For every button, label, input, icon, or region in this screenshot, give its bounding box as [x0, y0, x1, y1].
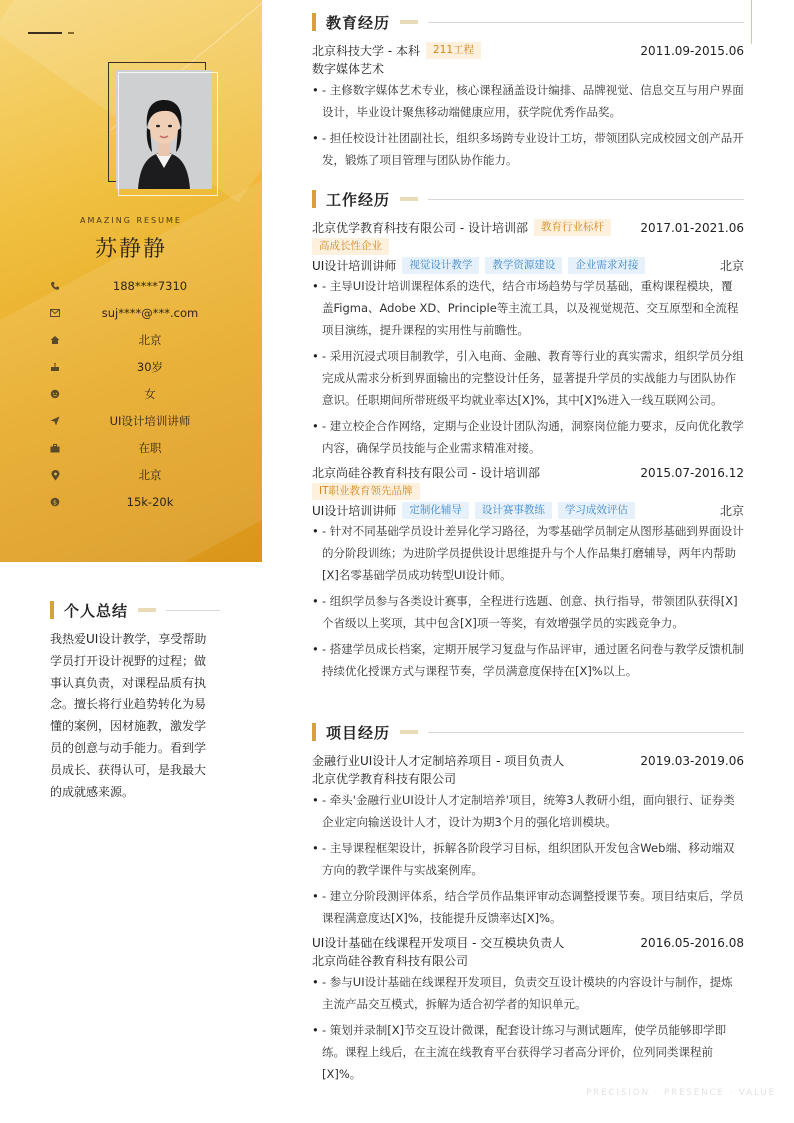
- decor-dash: [68, 32, 74, 34]
- company-tags: [312, 482, 744, 501]
- skill-tag: 企业需求对接: [568, 257, 645, 274]
- project-org: 北京尚硅谷教育科技有限公司: [312, 954, 469, 968]
- section-mini-bar: [400, 20, 418, 24]
- job-title-value: UI设计培训讲师: [109, 414, 191, 428]
- job-row: [312, 218, 744, 237]
- job-date: 2017.01-2021.06: [640, 220, 744, 235]
- education-section: [312, 12, 744, 175]
- education-row: [312, 41, 744, 60]
- section-accent-bar: [312, 13, 316, 31]
- gender-value: 女: [144, 387, 156, 401]
- education-header: [312, 12, 744, 32]
- section-rule: [428, 199, 744, 200]
- job-bullets: [312, 520, 744, 682]
- list-item: • - 担任校设计社团副社长，组织多场跨专业设计工坊，带领团队完成校园文创产品开发，锻炼了项目管理与团队协作能力。: [312, 127, 744, 171]
- list-item: • - 针对不同基础学员设计差异化学习路径，为零基础学员制定从图形基础到界面设计的分阶段训练；为进阶学员提供设计思维提升与个人作品集打磨辅导，两年内帮助[X]名零基础学员成功转型UI设计师。: [312, 520, 744, 586]
- resume-label: AMAZING RESUME: [80, 216, 182, 225]
- school-name: 北京科技大学 - 本科: [312, 44, 420, 58]
- company-tag: 教育行业标杆: [534, 219, 611, 236]
- section-rule: [428, 22, 744, 23]
- company-tag: 高成长性企业: [312, 238, 389, 255]
- section-mini-bar: [400, 197, 418, 201]
- list-item: • - 采用沉浸式项目制教学，引入电商、金融、教育等行业的真实需求，组织学员分组完成从需求分析到界面输出的完整设计任务，显著提升学员的实战能力与团队协作意识。任职期间所带班级平均就业率达[X]%，其中[X]%进入一线互联网公司。: [312, 345, 744, 411]
- phone-value: 188****7310: [112, 279, 188, 293]
- project-date: 2016.05-2016.08: [640, 935, 744, 950]
- section-accent-bar: [312, 723, 316, 741]
- candidate-name: 苏静静: [94, 237, 167, 262]
- summary-title: 个人总结: [64, 601, 129, 620]
- footer-tagline: PRECISION · PRESENCE · VALUE: [586, 1088, 776, 1098]
- list-item: • - 建立分阶段测评体系，结合学员作品集评审动态调整授课节奏。项目结束后，学员课程满意度达[X]%，技能提升反馈率达[X]%。: [312, 885, 744, 929]
- location-value: 北京: [138, 468, 162, 482]
- section-accent-bar: [312, 190, 316, 208]
- info-phone: [48, 276, 248, 296]
- skill-tag: 学习成效评估: [558, 502, 635, 519]
- project-bullets: [312, 971, 744, 1085]
- job-city: 北京: [719, 259, 744, 273]
- company-name: 北京尚硅谷教育科技有限公司 - 设计培训部: [312, 466, 540, 480]
- skill-tag: 定制化辅导: [402, 502, 469, 519]
- role-name: UI设计培训讲师: [312, 504, 397, 518]
- work-title: 工作经历: [326, 190, 391, 209]
- company-tags: [312, 237, 744, 256]
- project-org: 北京优学教育科技有限公司: [312, 772, 457, 786]
- role-name: UI设计培训讲师: [312, 259, 397, 273]
- age-value: 30岁: [136, 360, 164, 374]
- list-item: • - 建立校企合作网络，定期与企业设计团队沟通，洞察岗位能力要求，反向优化教学内容，确保学员技能与企业需求精准对接。: [312, 415, 744, 459]
- skill-tag: 教学资源建设: [485, 257, 562, 274]
- education-major: 数字媒体艺术: [312, 62, 385, 76]
- salary-value: 15k-20k: [126, 495, 174, 509]
- project-date: 2019.03-2019.06: [640, 753, 744, 768]
- list-item: • - 参与UI设计基础在线课程开发项目，负责交互设计模块的内容设计与制作，提炼主流产品交互模式，拆解为适合初学者的知识单元。: [312, 971, 744, 1015]
- work-section: [312, 189, 744, 686]
- info-status: [48, 438, 248, 458]
- education-title: 教育经历: [326, 13, 391, 32]
- projects-title: 项目经历: [326, 723, 391, 742]
- work-header: [312, 189, 744, 209]
- list-item: • - 主导课程框架设计，拆解各阶段学习目标，组织团队开发包含Web端、移动端双方向的教学课件与实战案例库。: [312, 837, 744, 881]
- status-value: 在职: [138, 441, 162, 455]
- skill-tag: 设计赛事教练: [475, 502, 552, 519]
- job-row: [312, 463, 744, 482]
- section-rule: [428, 732, 744, 733]
- project-name: 金融行业UI设计人才定制培养项目 - 项目负责人: [312, 754, 565, 768]
- info-title: [48, 411, 248, 431]
- project-name: UI设计基础在线课程开发项目 - 交互模块负责人: [312, 936, 565, 950]
- list-item: • - 主修数字媒体艺术专业，核心课程涵盖设计编排、品牌视觉、信息交互与用户界面设计，毕业设计聚焦移动端健康应用，获学院优秀作品奖。: [312, 79, 744, 123]
- list-item: • - 搭建学员成长档案，定期开展学习复盘与作品评审，通过匿名问卷与教学反馈机制持续优化授课方式与课程节奏，学员满意度保持在[X]%以上。: [312, 638, 744, 682]
- info-location: [48, 465, 248, 485]
- section-mini-bar: [138, 608, 156, 612]
- section-mini-bar: [400, 730, 418, 734]
- project-row: [312, 751, 744, 770]
- education-date: 2011.09-2015.06: [640, 43, 744, 58]
- school-tag: 211工程: [426, 42, 481, 59]
- skill-tag: 视觉设计教学: [402, 257, 479, 274]
- list-item: • - 组织学员参与各类设计赛事，全程进行选题、创意、执行指导，带领团队获得[X]个省级以上奖项，其中包含[X]项一等奖，有效增强学员的实践竞争力。: [312, 590, 744, 634]
- job-date: 2015.07-2016.12: [640, 465, 744, 480]
- company-name: 北京优学教育科技有限公司 - 设计培训部: [312, 221, 528, 235]
- job-bullets: [312, 275, 744, 459]
- project-row: [312, 933, 744, 952]
- projects-section: [312, 722, 744, 1089]
- info-email: [48, 303, 248, 323]
- list-item: • - 主导UI设计培训课程体系的迭代，结合市场趋势与学员基础，重构课程模块，覆盖Figma、Adobe XD、Principle等主流工具，以及视觉规范、交互原型和全流程项目演练，提升课程的实用性与前瞻性。: [312, 275, 744, 341]
- role-row: [312, 256, 744, 275]
- summary-text: 我热爱UI设计教学，享受帮助学员打开设计视野的过程；做事认真负责，对课程品质有执念。擅长将行业趋势转化为易懂的案例，因材施教，激发学员的创意与动手能力。看到学员成长、获得认可，是我最大的成就感来源。: [50, 632, 207, 799]
- info-age: [48, 357, 248, 377]
- education-bullets: [312, 79, 744, 171]
- svg-text:$: $: [52, 498, 58, 507]
- projects-header: [312, 722, 744, 742]
- summary-header: [50, 600, 220, 620]
- decor-dash: [28, 32, 62, 34]
- job-city: 北京: [719, 504, 744, 518]
- list-item: • - 策划并录制[X]节交互设计微课，配套设计练习与测试题库，使学员能够即学即练。课程上线后，在主流在线教育平台获得学习者高分评价，位列同类课程前[X]%。: [312, 1019, 744, 1085]
- info-salary: [48, 492, 248, 512]
- section-rule: [166, 610, 220, 611]
- photo-frame: [118, 72, 218, 196]
- home-value: 北京: [138, 333, 162, 347]
- list-item: • - 牵头'金融行业UI设计人才定制培养'项目，统筹3人教研小组，面向银行、证券类企业定向输送设计人才，设计为期3个月的强化培训模块。: [312, 789, 744, 833]
- info-gender: [48, 384, 248, 404]
- project-bullets: [312, 789, 744, 929]
- section-accent-bar: [50, 601, 54, 619]
- company-tag: IT职业教育领先品牌: [312, 483, 420, 500]
- role-row: [312, 501, 744, 520]
- email-value: suj****@***.com: [101, 306, 199, 320]
- info-home: [48, 330, 248, 350]
